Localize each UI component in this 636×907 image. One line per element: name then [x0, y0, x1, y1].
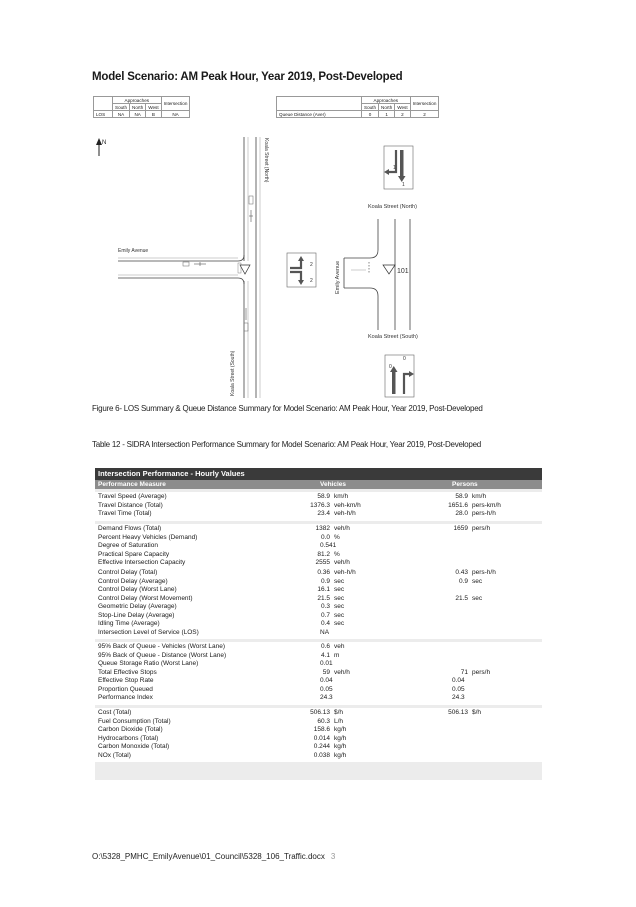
perf-row — [95, 612, 542, 621]
perf-vehicles-unit: veh/h — [334, 525, 350, 532]
left-map — [118, 137, 260, 398]
perf-vehicles-value: 58.9 — [317, 493, 330, 500]
perf-vehicles-unit: kg/h — [334, 734, 347, 742]
perf-vehicles-value: 0.04 — [320, 677, 333, 684]
perf-row-label: Idling Time (Average) — [98, 620, 160, 627]
right-street-west-label: Emily Avenue — [335, 260, 341, 294]
perf-row — [95, 559, 542, 568]
perf-vehicles-value: NA — [320, 628, 330, 636]
perf-row — [95, 743, 542, 752]
perf-vehicles-value: 0.7 — [320, 611, 330, 619]
perf-row-label: Intersection Level of Service (LOS) — [98, 628, 199, 636]
los-row-label: LOS — [94, 111, 113, 118]
perf-vehicles-value: 1376.3 — [310, 501, 330, 509]
perf-vehicles-value: 4.1 — [320, 651, 330, 659]
queue-header-approaches: Approaches — [362, 97, 411, 104]
perf-vehicles-unit: m — [334, 651, 340, 659]
col-header-measure: Performance Measure — [98, 481, 166, 488]
perf-row-label: Cost (Total) — [98, 709, 132, 716]
perf-vehicles-unit: L/h — [334, 717, 344, 725]
perf-vehicles-value: 506.13 — [310, 709, 330, 716]
perf-vehicles-unit: veh — [334, 643, 345, 650]
perf-row-label: Control Delay (Worst Lane) — [98, 586, 177, 593]
south-approach-queue-box — [385, 355, 414, 397]
perf-vehicles-value: 158.6 — [313, 726, 330, 733]
perf-vehicles-value: 60.3 — [317, 717, 330, 725]
perf-row — [95, 660, 542, 669]
perf-row — [95, 643, 542, 652]
perf-vehicles-unit: veh-h/h — [334, 569, 356, 576]
perf-row — [95, 569, 542, 578]
perf-row — [95, 586, 542, 595]
perf-vehicles-unit: % — [334, 550, 340, 558]
north-queue-bottom-value: 1 — [402, 182, 405, 188]
perf-row-label: Geometric Delay (Average) — [98, 603, 177, 610]
queue-header-intersection: Intersection — [410, 97, 439, 111]
los-subheader: South — [113, 104, 130, 111]
perf-vehicles-value: 0.4 — [320, 620, 330, 627]
col-header-persons: Persons — [452, 481, 478, 488]
perf-row — [95, 578, 542, 587]
right-map — [287, 146, 414, 397]
perf-row-label: Control Delay (Worst Movement) — [98, 594, 193, 602]
queue-subheader: North — [379, 104, 395, 111]
perf-row-label: Effective Stop Rate — [98, 677, 154, 684]
give-way-sign-icon — [240, 265, 250, 274]
perf-persons-unit: sec — [472, 577, 483, 585]
perf-row — [95, 718, 542, 727]
perf-persons-value: 58.9 — [455, 493, 468, 500]
page-number: 3 — [330, 852, 336, 861]
perf-row-label: Travel Speed (Average) — [98, 493, 167, 500]
perf-vehicles-unit: % — [334, 533, 340, 541]
perf-row — [95, 525, 542, 534]
perf-vehicles-unit: veh/h — [334, 668, 350, 676]
perf-vehicles-value: 59 — [322, 668, 330, 676]
col-header-vehicles: Vehicles — [320, 481, 347, 488]
perf-vehicles-value: 0.9 — [320, 577, 330, 585]
south-queue-bottom-value: 0 — [389, 364, 392, 370]
perf-vehicles-unit: sec — [334, 620, 345, 627]
perf-persons-value: 28.0 — [455, 510, 468, 517]
los-value: B — [146, 111, 161, 118]
intersection-performance-table — [95, 468, 542, 780]
los-subheader: West — [146, 104, 161, 111]
queue-value: 1 — [379, 111, 395, 118]
perf-group — [95, 492, 542, 521]
perf-row — [95, 709, 542, 718]
perf-row — [95, 551, 542, 560]
give-way-sign-icon — [383, 265, 395, 274]
perf-row-label: Fuel Consumption (Total) — [98, 717, 171, 725]
perf-vehicles-value: 0.3 — [320, 603, 330, 610]
perf-group — [95, 642, 542, 705]
footer — [92, 852, 335, 861]
los-value: NA — [130, 111, 146, 118]
queue-corner-cell — [277, 97, 362, 111]
intersection-diagram — [0, 125, 636, 400]
perf-row-label: NOx (Total) — [98, 751, 131, 759]
perf-row-label: 95% Back of Queue - Vehicles (Worst Lane) — [98, 643, 226, 650]
perf-group — [95, 524, 542, 570]
perf-vehicles-unit: sec — [334, 611, 345, 619]
west-queue-top-value: 2 — [310, 262, 313, 268]
queue-subheader: West — [395, 104, 410, 111]
perf-vehicles-unit: $/h — [334, 709, 344, 716]
perf-row-label: Control Delay (Total) — [98, 569, 158, 576]
perf-persons-value: 506.13 — [448, 709, 468, 716]
perf-row — [95, 752, 542, 761]
perf-vehicles-value: 0.0 — [320, 533, 330, 541]
perf-vehicles-value: 0.01 — [320, 660, 333, 667]
perf-vehicles-unit: sec — [334, 594, 345, 602]
perf-row-label: Carbon Dioxide (Total) — [98, 726, 163, 733]
perf-row — [95, 686, 542, 695]
perf-persons-unit: sec — [472, 594, 483, 602]
perf-row-label: Degree of Saturation — [98, 542, 158, 549]
perf-persons-unit: pers-h/h — [472, 569, 496, 576]
right-street-south-label: Koala Street (South) — [368, 334, 418, 340]
perf-vehicles-value: 2555 — [315, 559, 330, 566]
queue-value: 2 — [410, 111, 439, 118]
perf-row — [95, 620, 542, 629]
los-subheader: North — [130, 104, 146, 111]
left-street-north-label: Koala Street (North) — [263, 138, 269, 183]
perf-vehicles-unit: sec — [334, 577, 345, 585]
south-queue-top-value: 0 — [403, 356, 406, 362]
perf-row-label: Proportion Queued — [98, 685, 153, 693]
perf-row — [95, 652, 542, 661]
footer-path: O:\5328_PMHC_EmilyAvenue\01_Council\5328_106_Traffic.docx — [92, 852, 325, 861]
perf-row-label: Travel Distance (Total) — [98, 501, 163, 509]
perf-vehicles-value: 0.541 — [320, 542, 337, 549]
perf-vehicles-unit: veh-km/h — [334, 501, 361, 509]
perf-vehicles-value: 0.014 — [313, 734, 330, 742]
perf-vehicles-value: 1382 — [315, 525, 330, 532]
perf-persons-value: 0.9 — [458, 577, 468, 585]
north-label: N — [102, 140, 107, 146]
perf-persons-unit: pers-h/h — [472, 510, 496, 517]
perf-vehicles-value: 81.2 — [317, 550, 330, 558]
left-street-west-label: Emily Avenue — [118, 248, 149, 254]
perf-vehicles-value: 24.3 — [320, 694, 333, 701]
perf-vehicles-value: 0.05 — [320, 685, 333, 693]
perf-persons-value: 1659 — [453, 525, 468, 532]
west-queue-bottom-value: 2 — [310, 278, 313, 284]
perf-row-label: Practical Spare Capacity — [98, 550, 170, 558]
perf-row — [95, 726, 542, 735]
perf-row-label: Effective Intersection Capacity — [98, 559, 186, 566]
perf-vehicles-value: 21.5 — [317, 594, 330, 602]
intersection-node-id: 101 — [397, 268, 409, 275]
perf-row-label: Demand Flows (Total) — [98, 525, 162, 532]
perf-vehicles-unit: kg/h — [334, 743, 347, 750]
perf-persons-unit: pers/h — [472, 668, 491, 676]
perf-row-label: Percent Heavy Vehicles (Demand) — [98, 533, 198, 541]
perf-vehicles-value: 0.038 — [313, 751, 330, 759]
perf-row — [95, 595, 542, 604]
perf-row-label: Total Effective Stops — [98, 668, 157, 676]
perf-group — [95, 568, 542, 639]
perf-row — [95, 534, 542, 543]
perf-title: Intersection Performance - Hourly Values — [95, 468, 542, 480]
perf-persons-unit: km/h — [472, 493, 487, 500]
perf-row-label: 95% Back of Queue - Distance (Worst Lane) — [98, 651, 227, 659]
perf-vehicles-value: 23.4 — [317, 510, 330, 517]
perf-vehicles-value: 16.1 — [317, 586, 330, 593]
north-queue-value: 1 — [393, 165, 396, 171]
perf-vehicles-unit: veh-h/h — [334, 510, 356, 517]
perf-persons-value: 0.04 — [452, 677, 465, 684]
perf-persons-value: 0.05 — [452, 685, 465, 693]
perf-persons-unit: $/h — [472, 709, 482, 716]
perf-vehicles-value: 0.6 — [320, 643, 330, 650]
perf-row — [95, 677, 542, 686]
queue-summary-table — [276, 96, 439, 118]
perf-row — [95, 629, 542, 638]
perf-vehicles-unit: sec — [334, 603, 345, 610]
los-value: NA — [113, 111, 130, 118]
los-value: NA — [161, 111, 190, 118]
perf-row — [95, 669, 542, 678]
left-street-south-label: Koala Street (South) — [230, 350, 236, 396]
perf-row-label: Carbon Monoxide (Total) — [98, 743, 170, 750]
figure-caption: Figure 6- LOS Summary & Queue Distance Summary for Model Scenario: AM Peak Hour, Year 2019, Post-Developed — [92, 404, 483, 413]
perf-persons-unit: pers/h — [472, 525, 491, 532]
perf-vehicles-value: 0.36 — [317, 569, 330, 576]
north-approach-queue-box — [384, 146, 413, 189]
los-corner-cell — [94, 97, 113, 111]
perf-vehicles-unit: veh/h — [334, 559, 350, 566]
perf-persons-value: 21.5 — [455, 594, 468, 602]
perf-row-label: Queue Storage Ratio (Worst Lane) — [98, 660, 199, 667]
queue-subheader: South — [362, 104, 379, 111]
perf-row — [95, 694, 542, 703]
los-summary-table — [93, 96, 190, 118]
perf-group — [95, 708, 542, 762]
table-caption: Table 12 - SIDRA Intersection Performance Summary for Model Scenario: AM Peak Hour, Year 2019, Post-Developed — [92, 440, 481, 449]
perf-row — [95, 542, 542, 551]
page-heading: Model Scenario: AM Peak Hour, Year 2019, Post-Developed — [92, 71, 403, 83]
perf-persons-unit: pers-km/h — [472, 501, 501, 509]
perf-vehicles-unit: kg/h — [334, 751, 347, 759]
perf-row-label: Travel Time (Total) — [98, 510, 152, 517]
queue-row-label: Queue Distance (Aver) — [277, 111, 362, 118]
perf-row — [95, 603, 542, 612]
perf-row-label: Hydrocarbons (Total) — [98, 734, 159, 742]
right-street-north-label: Koala Street (North) — [368, 204, 417, 210]
los-header-approaches: Approaches — [113, 97, 162, 104]
perf-vehicles-unit: kg/h — [334, 726, 347, 733]
perf-persons-value: 0.43 — [455, 569, 468, 576]
perf-row-label: Performance Index — [98, 694, 153, 701]
perf-vehicles-unit: sec — [334, 586, 345, 593]
perf-row-label: Stop-Line Delay (Average) — [98, 611, 175, 619]
perf-persons-value: 24.3 — [452, 694, 465, 701]
perf-row — [95, 735, 542, 744]
perf-row-label: Control Delay (Average) — [98, 577, 168, 585]
perf-persons-value: 1651.6 — [448, 501, 468, 509]
los-header-intersection: Intersection — [161, 97, 190, 111]
perf-column-headers — [95, 480, 542, 489]
perf-row — [95, 502, 542, 511]
perf-persons-value: 71 — [460, 668, 468, 676]
perf-vehicles-value: 0.244 — [313, 743, 330, 750]
perf-vehicles-unit: km/h — [334, 493, 349, 500]
perf-row — [95, 493, 542, 502]
queue-value: 0 — [362, 111, 379, 118]
perf-row — [95, 510, 542, 519]
queue-value: 2 — [395, 111, 410, 118]
